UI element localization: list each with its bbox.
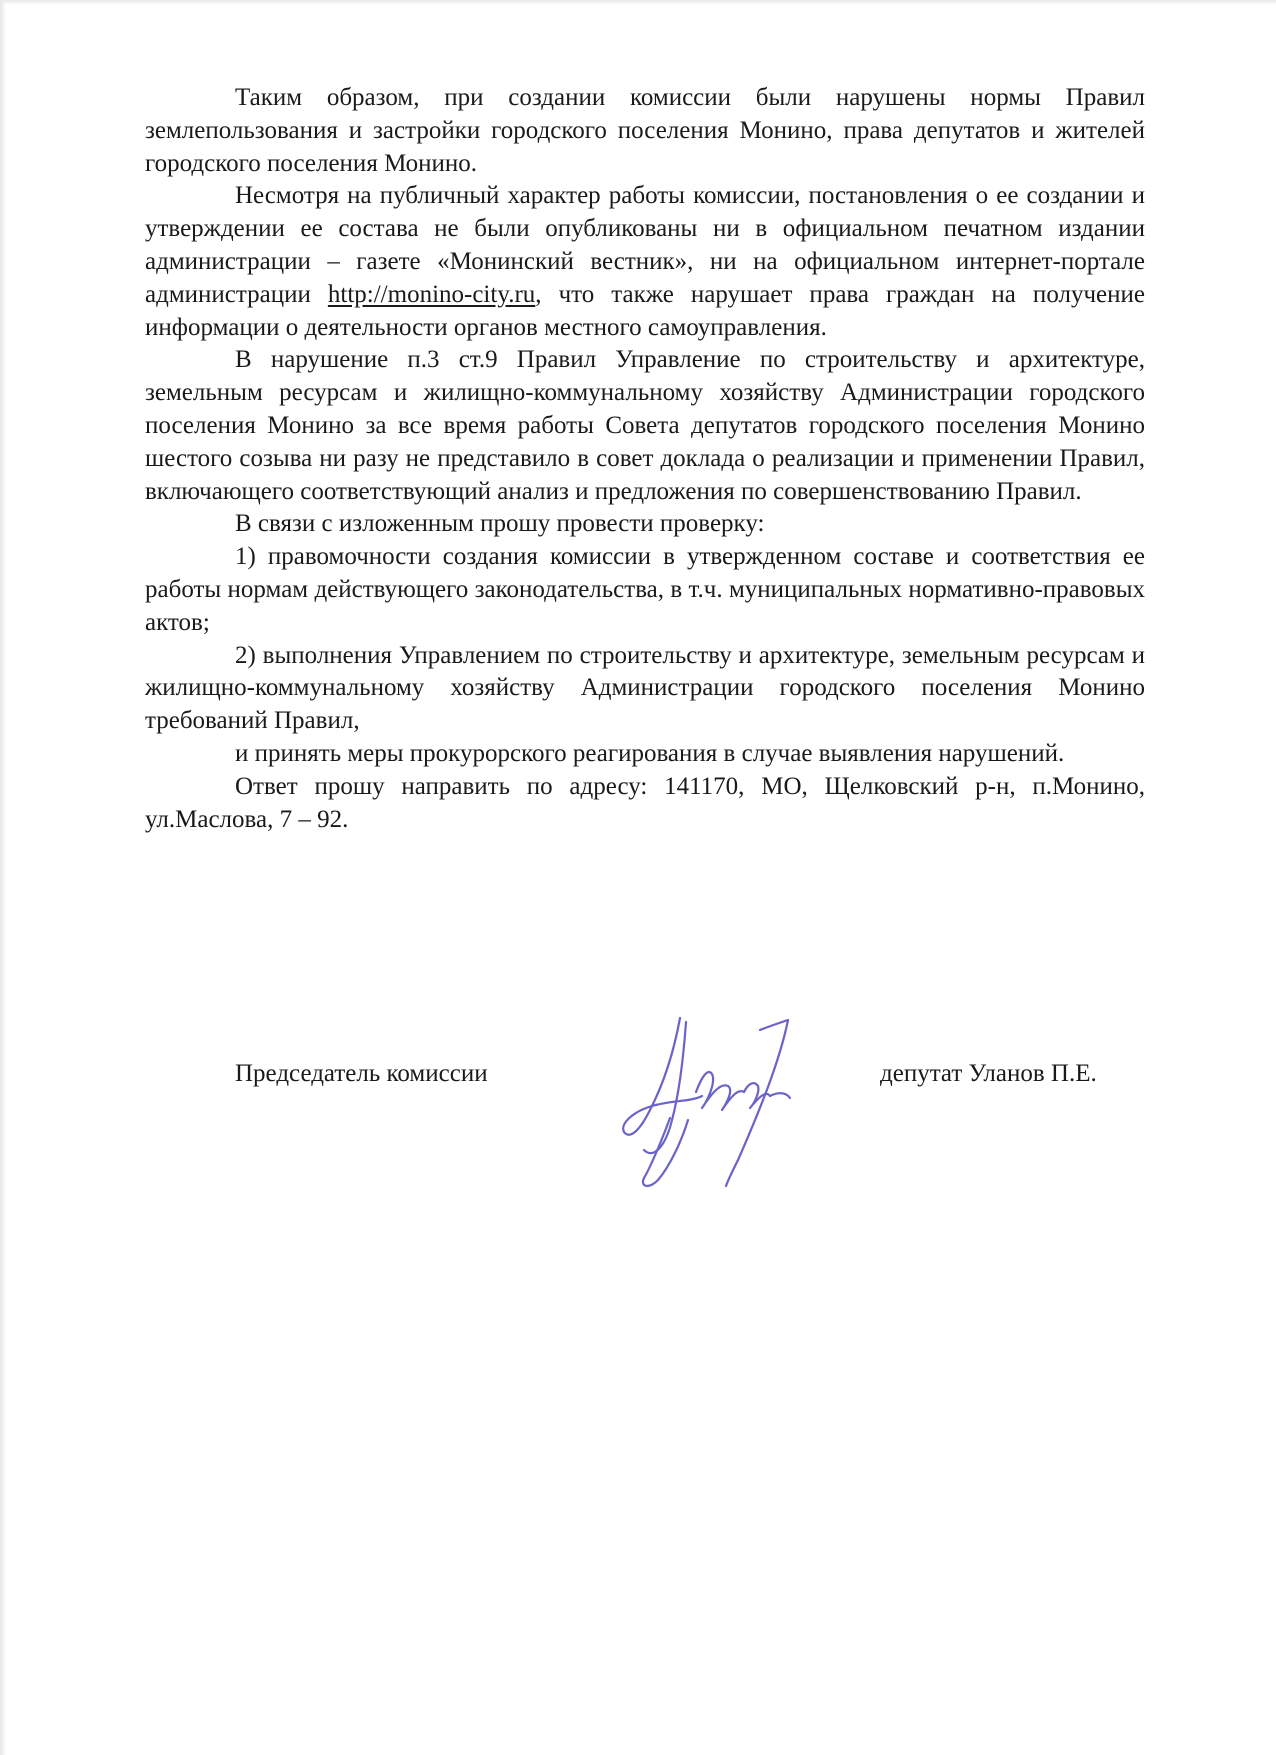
signatory-title: Председатель комиссии bbox=[235, 1060, 488, 1087]
request-item-1: 1) правомочности создания комиссии в утвержденном составе и соответствия ее работы нормам действующего законодательства, в т.ч. муниципальных нормативно-правовых актов; bbox=[145, 543, 1145, 636]
paragraph-violations-summary: Таким образом, при создании комиссии были нарушены нормы Правил землепользования и застройки городского поселения Монино, права депутатов и жителей городского поселения Монино. bbox=[145, 84, 1145, 177]
paragraph-publication-text-end: , что также нарушает права граждан на получение информации о деятельности органов местного самоуправления. bbox=[145, 280, 1145, 341]
scan-left-edge bbox=[0, 0, 6, 1755]
request-item-2: 2) выполнения Управлением по строительству и архитектуре, земельным ресурсам и жилищно-коммунальному хозяйству Администрации городского поселения Монино требований Правил, bbox=[145, 641, 1145, 735]
paragraph-measures: и принять меры прокурорского реагирования в случае выявления нарушений. bbox=[235, 739, 1065, 767]
signatory-name: депутат Уланов П.Е. bbox=[880, 1060, 1097, 1087]
paragraph-publication-text: Несмотря на публичный характер работы комиссии, постановления о ее создании и утверждении ее состава не были опубликованы ни в официальном печатном издании администрации – газете «Монинский вестник», ни на официальном интернет-портале администрации bbox=[145, 182, 1145, 308]
paragraph-reply-address: Ответ прошу направить по адресу: 141170, МО, Щелковский р-н, п.Монино, ул.Маслова, 7 – 92. bbox=[145, 772, 1145, 833]
document-body bbox=[145, 82, 1145, 836]
paragraph-publication bbox=[145, 180, 1145, 344]
paragraph-request-intro: В связи с изложенным прошу провести проверку: bbox=[235, 510, 765, 538]
paragraph-rules-violation: В нарушение п.3 ст.9 Правил Управление по строительству и архитектуре, земельным ресурсам и жилищно-коммунальному хозяйству Администрации городского поселения Монино за все время работы Совета депутатов городского поселения Монино шестого созыва ни разу не представило в совет доклада о реализации и применении Правил, включающего соответствующий анализ и предложения по совершенствованию Правил. bbox=[145, 346, 1145, 505]
scan-top-edge bbox=[0, 0, 1276, 5]
portal-link[interactable]: http://monino-city.ru bbox=[327, 280, 536, 308]
handwritten-signature bbox=[610, 1000, 860, 1200]
